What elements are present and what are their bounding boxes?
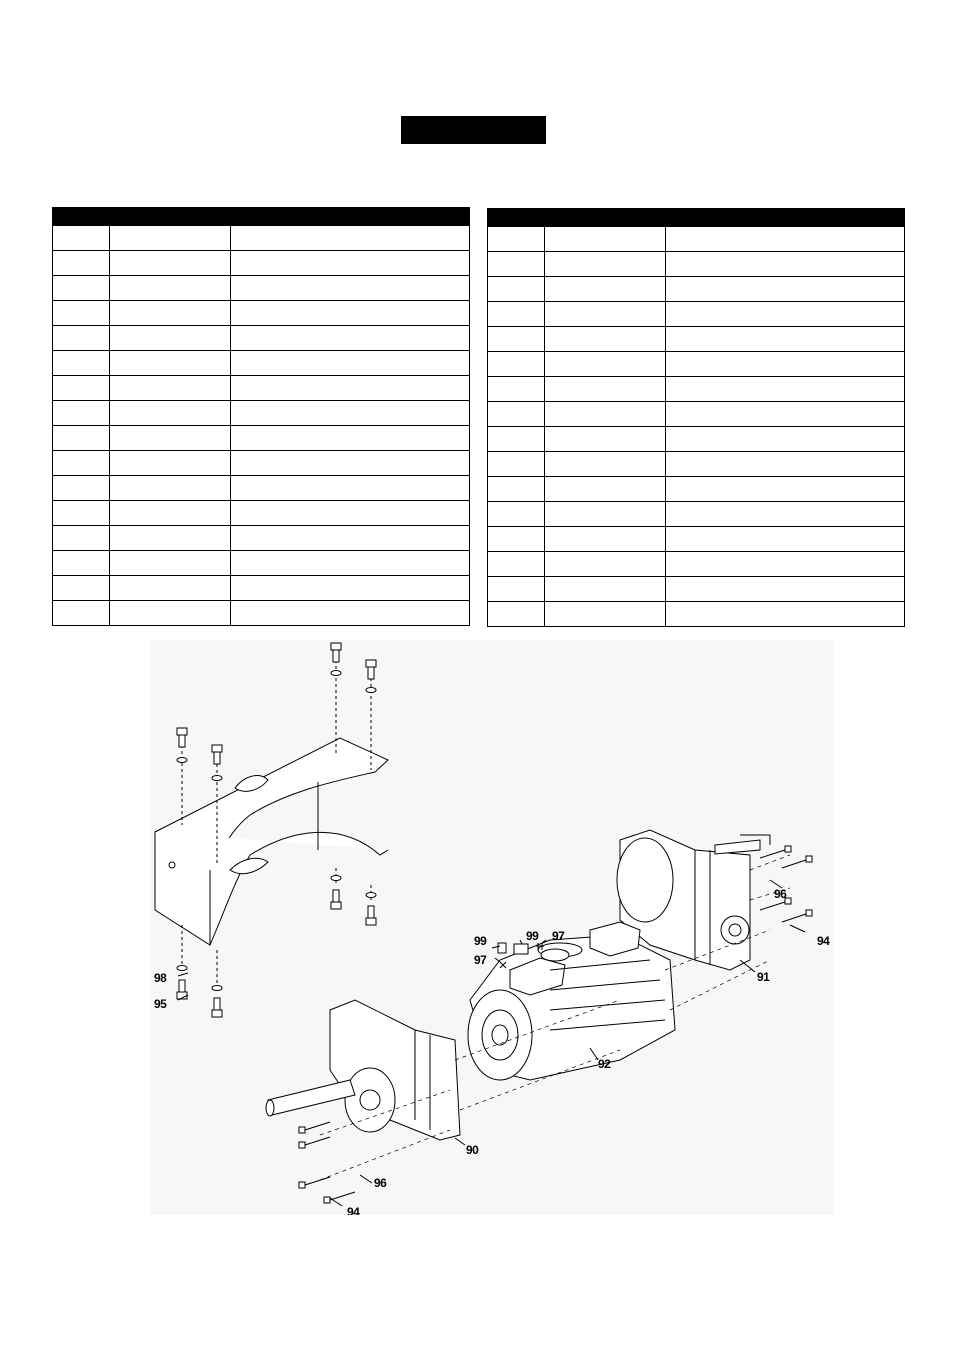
description-cell [231,601,470,626]
ref-cell [53,451,110,476]
table-row [488,577,905,602]
table-row [488,227,905,252]
part-number-cell [545,227,666,252]
table-row [53,276,470,301]
description-cell [231,301,470,326]
description-cell [231,426,470,451]
ref-cell [53,401,110,426]
part-number-cell [545,577,666,602]
description-cell [231,326,470,351]
part-number-cell [110,326,231,351]
ref-cell [488,577,545,602]
part-number-cell [545,377,666,402]
description-cell [666,552,905,577]
parts-table-left [52,207,470,626]
exploded-parts-diagram [150,640,834,1215]
ref-cell [488,602,545,627]
callout-99-center: 99 [526,929,539,943]
ref-cell [488,552,545,577]
callout-95: 95 [154,997,167,1011]
table-row [488,377,905,402]
ref-cell [53,276,110,301]
ref-cell [488,402,545,427]
ref-cell [53,301,110,326]
ref-cell [53,476,110,501]
ref-cell [53,351,110,376]
table-row [53,251,470,276]
ref-cell [53,426,110,451]
description-cell [666,577,905,602]
ref-cell [53,501,110,526]
table-row [53,576,470,601]
part-number-cell [545,252,666,277]
table-row [53,376,470,401]
part-number-cell [110,351,231,376]
part-number-cell [545,402,666,427]
ref-cell [488,477,545,502]
ref-cell [53,326,110,351]
part-number-cell [110,476,231,501]
part-number-cell [545,502,666,527]
ref-cell [53,526,110,551]
description-cell [666,227,905,252]
description-cell [666,377,905,402]
ref-cell [488,502,545,527]
ref-cell [488,327,545,352]
part-number-cell [110,451,231,476]
table-row [488,552,905,577]
description-cell [231,376,470,401]
ref-cell [488,352,545,377]
description-cell [666,277,905,302]
description-cell [231,576,470,601]
table-row [53,301,470,326]
description-cell [666,527,905,552]
ref-cell [53,251,110,276]
table-row [53,426,470,451]
table-row [488,252,905,277]
description-cell [231,251,470,276]
table-row [488,277,905,302]
callout-94-left: 94 [347,1205,360,1215]
page-title-box [401,116,546,144]
callout-90: 90 [466,1143,479,1157]
description-cell [231,401,470,426]
description-cell [231,476,470,501]
description-cell [231,551,470,576]
part-number-cell [110,251,231,276]
callout-97-left: 97 [474,953,487,967]
ref-cell [488,252,545,277]
description-cell [666,352,905,377]
table-row [488,477,905,502]
callout-91: 91 [757,970,770,984]
callout-97-top: 97 [552,929,565,943]
table-row [488,427,905,452]
ref-cell [53,551,110,576]
part-number-cell [545,552,666,577]
ref-cell [53,576,110,601]
parts-table-right [487,208,905,627]
part-number-cell [110,576,231,601]
part-number-cell [110,226,231,251]
part-number-cell [545,302,666,327]
table-row [53,351,470,376]
table-row [53,601,470,626]
part-number-cell [545,602,666,627]
ref-cell [488,302,545,327]
table-row [488,527,905,552]
table-row [53,226,470,251]
description-cell [231,501,470,526]
table-row [53,326,470,351]
callout-99-left: 99 [474,934,487,948]
ref-cell [53,226,110,251]
part-number-cell [110,426,231,451]
callout-92: 92 [598,1057,611,1071]
table-row [488,327,905,352]
ref-cell [488,277,545,302]
table-row [488,452,905,477]
part-number-cell [110,276,231,301]
table-row [53,451,470,476]
part-number-cell [110,601,231,626]
ref-cell [488,427,545,452]
description-cell [666,602,905,627]
callout-96-left: 96 [374,1176,387,1190]
table-row [53,401,470,426]
table-row [53,526,470,551]
part-number-cell [545,277,666,302]
table-row [488,302,905,327]
callout-94-right: 94 [817,934,830,948]
table-row [488,602,905,627]
ref-cell [488,227,545,252]
ref-cell [488,377,545,402]
part-number-cell [545,327,666,352]
description-cell [231,526,470,551]
part-number-cell [545,452,666,477]
ref-cell [488,527,545,552]
part-number-cell [110,401,231,426]
description-cell [231,351,470,376]
description-cell [666,327,905,352]
callout-98: 98 [154,971,167,985]
ref-cell [488,452,545,477]
part-number-cell [110,301,231,326]
description-cell [666,502,905,527]
description-cell [666,402,905,427]
part-number-cell [110,376,231,401]
ref-cell [53,601,110,626]
ref-cell [53,376,110,401]
callout-96-right: 96 [774,887,787,901]
table-row [53,501,470,526]
description-cell [666,427,905,452]
part-number-cell [110,551,231,576]
description-cell [666,477,905,502]
table-header-row [488,209,905,227]
part-number-cell [545,477,666,502]
description-cell [666,452,905,477]
part-number-cell [545,527,666,552]
part-number-cell [545,427,666,452]
description-cell [231,226,470,251]
description-cell [231,276,470,301]
part-number-cell [110,526,231,551]
part-number-cell [110,501,231,526]
table-row [488,502,905,527]
table-header-row [53,208,470,226]
description-cell [666,302,905,327]
table-row [53,551,470,576]
description-cell [666,252,905,277]
table-row [53,476,470,501]
part-number-cell [545,352,666,377]
description-cell [231,451,470,476]
table-row [488,402,905,427]
table-row [488,352,905,377]
